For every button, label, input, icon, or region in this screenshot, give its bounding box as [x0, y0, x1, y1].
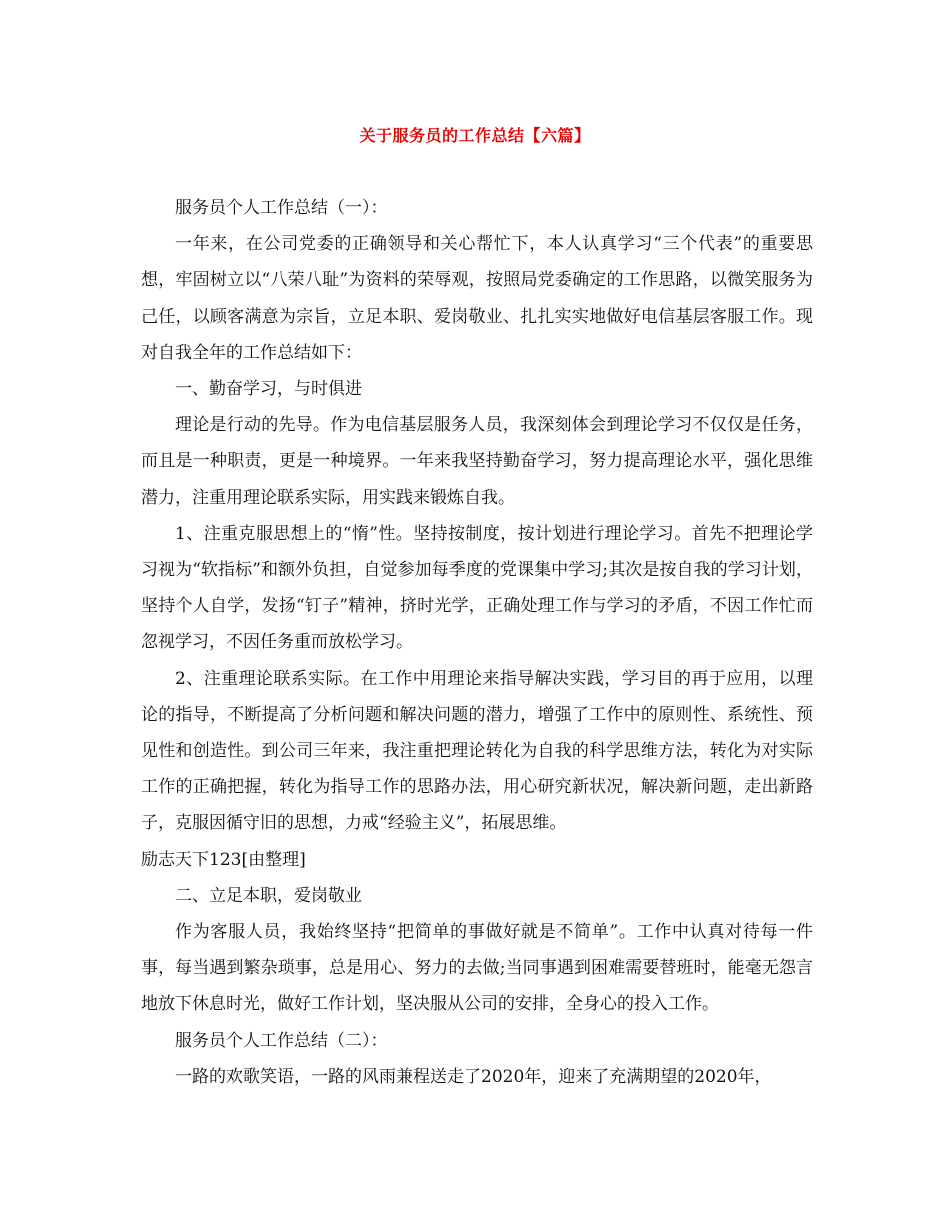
paragraph: 理论是行动的先导。作为电信基层服务人员，我深刻体会到理论学习不仅仅是任务，而且是一种职责，更是一种境界。一年来我坚持勤奋学习，努力提高理论水平，强化思维潜力，注重用理论联系实际，用实践来锻炼自我。 [141, 415, 813, 508]
subsection-heading: 一、勤奋学习，与时俱进 [175, 379, 362, 400]
document-body [141, 190, 813, 1095]
subsection-heading: 二、立足本职，爱岗敬业 [175, 885, 362, 906]
paragraph: 2、注重理论联系实际。在工作中用理论来指导解决实践，学习目的再于应用，以理论的指导，不断提高了分析问题和解决问题的潜力，增强了工作中的原则性、系统性、预见性和创造性。到公司三年来，我注重把理论转化为自我的科学思维方法，转化为对实际工作的正确把握，转化为指导工作的思路办法，用心研究新状况，解决新问题，走出新路子，克服因循守旧的思想，力戒“经验主义”，拓展思维。 [141, 668, 813, 834]
paragraph: 作为客服人员，我始终坚持“把简单的事做好就是不简单”。工作中认真对待每一件事，每当遇到繁杂琐事，总是用心、努力的去做;当同事遇到困难需要替班时，能毫无怨言地放下休息时光，做好工作计划，坚决服从公司的安排，全身心的投入工作。 [141, 922, 813, 1015]
paragraph: 1、注重克服思想上的“惰”性。坚持按制度，按计划进行理论学习。首先不把理论学习视为“软指标”和额外负担，自觉参加每季度的党课集中学习;其次是按自我的学习计划，坚持个人自学，发扬“钉子”精神，挤时光学，正确处理工作与学习的矛盾，不因工作忙而忽视学习，不因任务重而放松学习。 [141, 523, 813, 653]
paragraph: 一路的欢歌笑语，一路的风雨兼程送走了2020年，迎来了充满期望的2020年， [175, 1066, 772, 1087]
document-title: 关于服务员的工作总结【六篇】 [359, 126, 591, 145]
paragraph: 一年来，在公司党委的正确领导和关心帮忙下，本人认真学习“三个代表”的重要思想，牢固树立以“八荣八耻”为资料的荣辱观，按照局党委确定的工作思路，以微笑服务为己任，以顾客满意为宗旨，立足本职、爱岗敬业、扎扎实实地做好电信基层客服工作。现对自我全年的工作总结如下： [141, 234, 813, 363]
source-note: 励志天下123[由整理] [141, 849, 306, 870]
section-heading: 服务员个人工作总结（一）： [175, 198, 388, 218]
section-heading: 服务员个人工作总结（二）： [175, 1030, 388, 1051]
